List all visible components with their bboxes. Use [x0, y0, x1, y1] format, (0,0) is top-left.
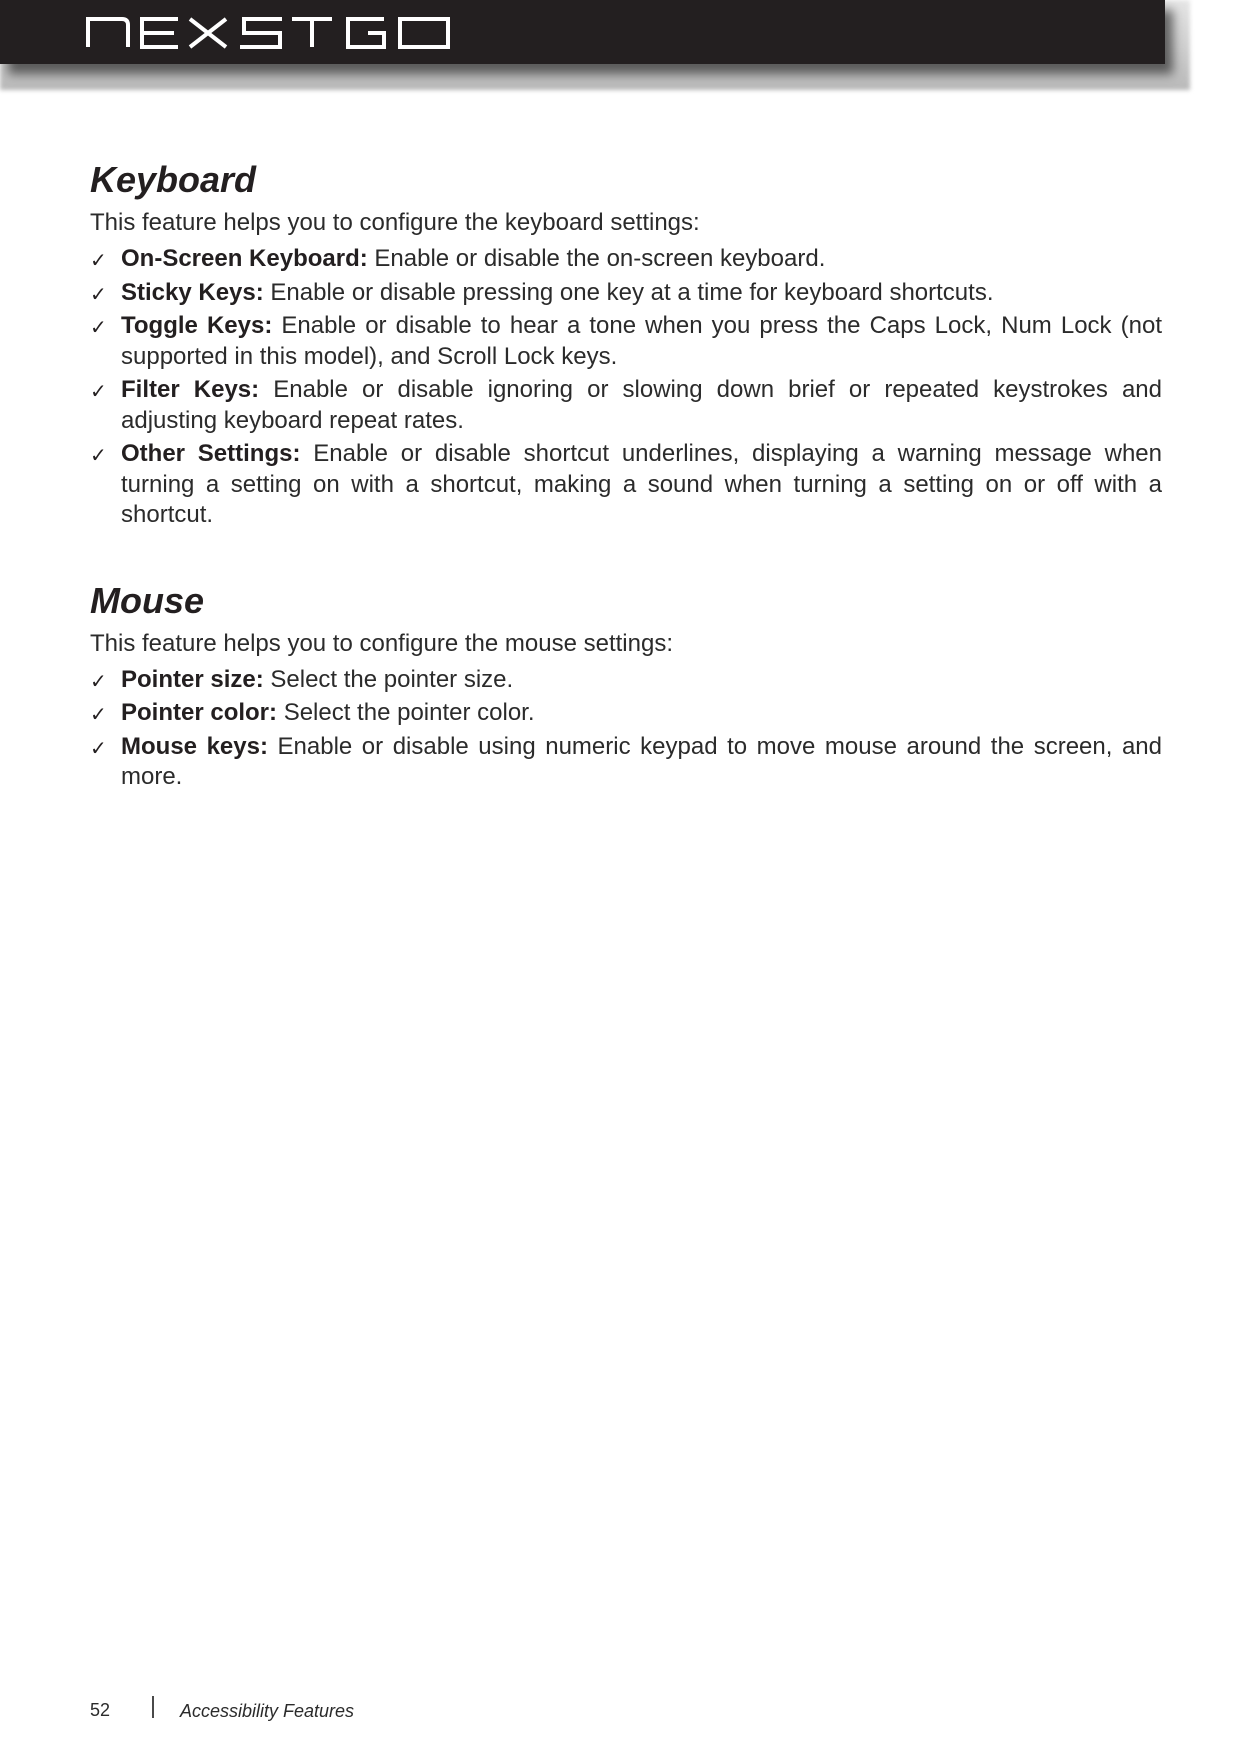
- header-banner: [0, 0, 1165, 64]
- checkmark-icon: ✓: [90, 668, 107, 693]
- bullet-label: Sticky Keys:: [121, 278, 264, 306]
- checkmark-icon: ✓: [90, 248, 107, 272]
- bullet-label: Pointer size:: [121, 665, 264, 693]
- bullet-text: Enable or disable to hear a tone when you press the Caps Lock, Num Lock (not supported in this model), and Scroll Lock keys.: [121, 312, 1162, 370]
- bullet-text: Enable or disable the on-screen keyboard.: [374, 245, 826, 272]
- list-item-on-screen-keyboard: [90, 244, 1162, 275]
- bullet-label: Mouse keys:: [121, 732, 268, 760]
- checkmark-icon: ✓: [90, 702, 107, 726]
- checkmark-icon: ✓: [90, 443, 107, 467]
- bullet-label: Filter Keys:: [121, 376, 260, 403]
- list-item-pointer-size: [90, 665, 1162, 696]
- list-item-toggle-keys: [90, 311, 1162, 372]
- keyboard-intro: This feature helps you to configure the keyboard settings:: [90, 209, 700, 236]
- bullet-text: Enable or disable shortcut underlines, displaying a warning message when turning a setting on with a shortcut, making a sound when turning a setting on or off with a shortcut.: [121, 440, 1162, 528]
- mouse-intro: This feature helps you to configure the mouse settings:: [90, 629, 673, 657]
- nexstgo-logo: [86, 17, 452, 49]
- page-number: 52: [90, 1700, 111, 1720]
- bullet-label: On-Screen Keyboard:: [121, 245, 368, 272]
- footer-divider: [152, 1696, 154, 1718]
- list-item-filter-keys: [90, 375, 1162, 436]
- list-item-other-settings: [90, 439, 1162, 531]
- mouse-feature-list: [90, 665, 1162, 793]
- keyboard-section: [90, 158, 1162, 531]
- checkmark-icon: ✓: [90, 315, 107, 339]
- bullet-text: Select the pointer color.: [283, 699, 535, 726]
- bullet-text: Enable or disable ignoring or slowing down brief or repeated keystrokes and adjusting keyboard repeat rates.: [121, 376, 1163, 434]
- bullet-label: Toggle Keys:: [121, 312, 273, 339]
- list-item-sticky-keys: [90, 278, 1162, 309]
- checkmark-icon: ✓: [90, 281, 107, 306]
- bullet-label: Pointer color:: [121, 699, 278, 726]
- section-title-mouse: Mouse: [90, 579, 205, 621]
- list-item-pointer-color: [90, 698, 1162, 729]
- keyboard-feature-list: [90, 244, 1162, 531]
- checkmark-icon: ✓: [90, 735, 107, 760]
- bullet-text: Enable or disable using numeric keypad to move mouse around the screen, and more.: [121, 732, 1163, 790]
- checkmark-icon: ✓: [90, 379, 107, 403]
- footer-section-name: Accessibility Features: [180, 1701, 355, 1721]
- page-content: [90, 158, 1162, 796]
- bullet-text: Select the pointer size.: [270, 665, 514, 693]
- section-title-keyboard: Keyboard: [90, 159, 257, 200]
- bullet-text: Enable or disable pressing one key at a time for keyboard shortcuts.: [270, 278, 994, 306]
- mouse-section: [90, 579, 1162, 793]
- list-item-mouse-keys: [90, 732, 1162, 793]
- bullet-label: Other Settings:: [121, 440, 301, 467]
